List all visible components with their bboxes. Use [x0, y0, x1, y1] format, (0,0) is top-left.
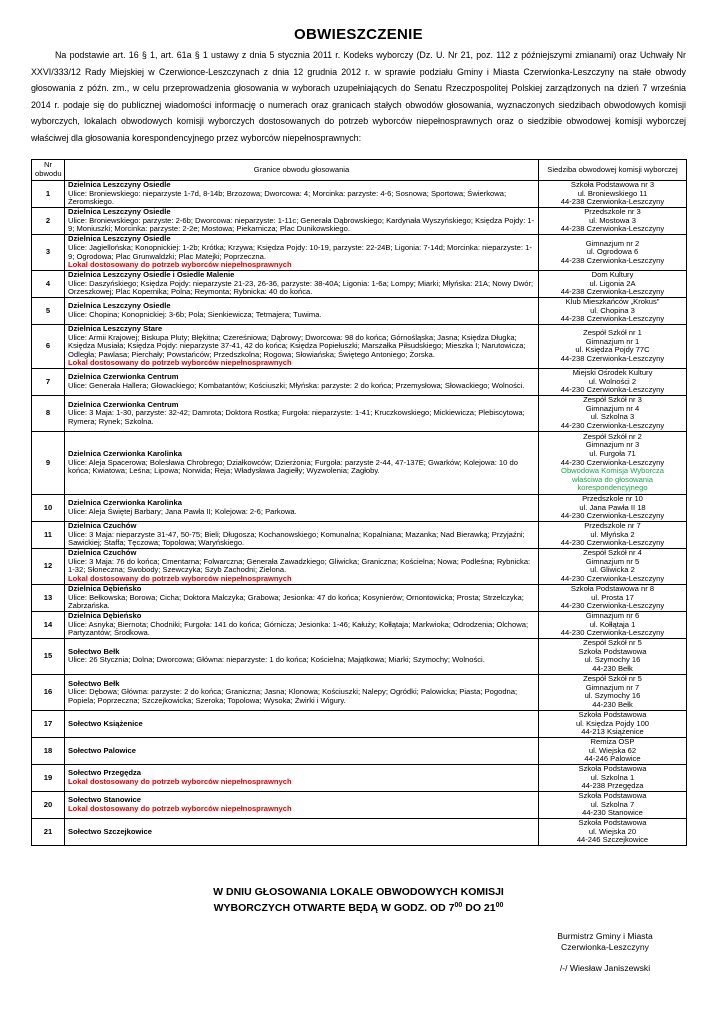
row-commission-seat	[539, 271, 687, 298]
row-commission-seat	[539, 584, 687, 611]
row-boundaries	[65, 271, 539, 298]
row-number: 14	[32, 611, 65, 638]
signature-name: /-/ Wiesław Janiszewski	[559, 963, 651, 973]
seat-line: ul. Wiejska 62	[588, 745, 637, 755]
table-row	[32, 737, 687, 764]
district-streets: Ulice: Asnyka; Biernota; Chodniki; Furgoła: 141 do końca; Górnicza; Jesionka: 1-46; Kałuży; Kołłątaja; Markwioka; Odrodzenia; Olchowa; Partyzantów; Środkowa.	[68, 619, 529, 638]
row-commission-seat	[539, 235, 687, 271]
seat-line: ul. Księdza Pojdy 100	[575, 718, 650, 728]
seat-line: Szkoła Podstawowa	[578, 818, 647, 828]
district-streets: Ulice: Armii Krajowej; Biskupa Pluty; Błękitna; Czereśniowa; Dąbrowy; Dworcowa: 98 do końca; Górnośląska; Jasna; Księdza Długka; Księdza Musiała; Księdza Pojdy: nieparzyste 37-41, 42 do końca; Księdza Popiełuszki; Marszałka Piłsudskiego; Mieszka I; Narutowicza; Odległa; Pawlasa; Pierchały; Powstańców; Przedszkolna; Rogowa; Słowiańska; Świętego Antoniego; Żorska.	[68, 332, 526, 359]
seat-line: 44-230 Czerwionka-Leszczyny	[560, 538, 665, 548]
district-streets: Ulice: Daszyńskiego; Księdza Pojdy: nieparzyste 21-23, 26-36, parzyste: 38-40A; Ligonia: 1-6a; Lompy; Miarki; Młyńska: 21A; Nowy Dwór; Orzeszkowej; Plac Kopernika; Polna; Reymonta; Rybnicka: 40 do końca.	[68, 278, 534, 297]
row-number: 13	[32, 584, 65, 611]
row-boundaries	[65, 584, 539, 611]
row-number: 11	[32, 521, 65, 548]
seat-line: 44-238 Czerwionka-Leszczyny	[560, 197, 665, 207]
seat-line: Przedszkole nr 10	[582, 494, 643, 504]
district-name: Dzielnica Dębieńsko	[68, 611, 142, 621]
opening-hours-notice	[0, 886, 717, 915]
seat-line: Gimnazjum nr 7	[585, 682, 640, 692]
postal-voting-note: Obwodowa Komisja Wyborcza	[561, 466, 664, 476]
row-boundaries	[65, 674, 539, 710]
row-boundaries	[65, 638, 539, 674]
seat-line: Zespół Szkół nr 5	[583, 674, 642, 684]
district-name: Dzielnica Leszczyny Osiedle i Osiedle Malenie	[68, 270, 235, 280]
district-name: Dzielnica Czerwionka Karolinka	[68, 498, 182, 508]
district-name: Dzielnica Czerwionka Centrum	[68, 399, 179, 409]
seat-line: Zespół Szkół nr 3	[583, 395, 642, 405]
seat-line: 44-213 Książenice	[581, 727, 644, 737]
table-row	[32, 674, 687, 710]
row-boundaries	[65, 521, 539, 548]
seat-line: 44-238 Czerwionka-Leszczyny	[560, 314, 665, 324]
seat-line: Klub Mieszkańców „Krokus”	[565, 297, 660, 307]
header-granice: Granice obwodu głosowania	[65, 160, 539, 181]
row-boundaries	[65, 818, 539, 845]
seat-line: ul. Księdza Pojdy 77C	[575, 345, 650, 355]
district-streets: Ulice: Chopina; Konopnickiej: 3-6b; Pola; Sienkiewicza; Tetmajera; Tuwima.	[68, 310, 322, 319]
seat-line: Szkoła Podstawowa	[578, 646, 647, 656]
seat-line: Gimnazjum nr 6	[585, 611, 640, 621]
seat-line: Szkoła Podstawowa	[578, 764, 647, 774]
table-row	[32, 431, 687, 494]
row-commission-seat	[539, 368, 687, 395]
signature-title-1: Burmistrz Gminy i Miasta	[557, 931, 653, 941]
notice-line-1: W DNIU GŁOSOWANIA LOKALE OBWODOWYCH KOMISJI	[213, 886, 504, 898]
table-row	[32, 521, 687, 548]
seat-line: ul. Szymochy 16	[584, 691, 641, 701]
row-number: 8	[32, 395, 65, 431]
district-streets: Ulice: 3 Maja: 1-30, parzyste: 32-42; Damrota; Doktora Rostka; Furgoła: nieparzyste: 1-41; Kruczkowskiego; Mickiewicza; Plebiscytowa; Rymera; Rynek; Szkolna.	[68, 408, 525, 426]
row-number: 17	[32, 710, 65, 737]
row-boundaries	[65, 208, 539, 235]
postal-voting-note: właściwa do głosowania	[571, 474, 654, 484]
signature-block	[520, 931, 690, 953]
row-commission-seat	[539, 494, 687, 521]
district-name: Dzielnica Czerwionka Centrum	[68, 372, 179, 382]
row-commission-seat	[539, 548, 687, 584]
seat-line: Przedszkole nr 3	[584, 207, 641, 217]
row-boundaries	[65, 791, 539, 818]
header-siedziba: Siedziba obwodowej komisji wyborczej	[539, 160, 687, 181]
table-row	[32, 271, 687, 298]
seat-line: ul. Szkolna 7	[590, 799, 635, 809]
accessibility-note: Lokal dostosowany do potrzeb wyborców niepełnosprawnych	[68, 260, 292, 270]
row-commission-seat	[539, 431, 687, 494]
seat-line: 44-238 Czerwionka-Leszczyny	[560, 224, 665, 234]
row-number: 6	[32, 325, 65, 369]
row-commission-seat	[539, 791, 687, 818]
row-commission-seat	[539, 674, 687, 710]
seat-line: Szkoła Podstawowa nr 8	[570, 584, 655, 594]
district-streets: Ulice: Bełkowska; Borowa; Cicha; Doktora Malczyka; Grabowa; Jesionka: 47 do końca; Kosynierów; Ornontowicka; Prosta; Strzelczyka; Zabrzańska.	[68, 592, 524, 611]
seat-line: 44-230 Stanowice	[582, 808, 643, 818]
row-boundaries	[65, 737, 539, 764]
table-row	[32, 395, 687, 431]
district-name: Sołectwo Książenice	[68, 718, 143, 728]
row-commission-seat	[539, 395, 687, 431]
row-commission-seat	[539, 737, 687, 764]
row-commission-seat	[539, 181, 687, 208]
notice-sup-b: 00	[495, 902, 504, 909]
seat-line: ul. Młyńska 2	[590, 529, 635, 539]
accessibility-note: Lokal dostosowany do potrzeb wyborców niepełnosprawnych	[68, 574, 292, 584]
row-commission-seat	[539, 638, 687, 674]
district-streets: Ulice: Aleja Świętej Barbary; Jana Pawła II; Kolejowa: 2-6; Parkowa.	[68, 506, 297, 516]
district-name: Dzielnica Leszczyny Osiedle	[68, 180, 171, 190]
row-commission-seat	[539, 298, 687, 325]
row-number: 9	[32, 431, 65, 494]
table-row	[32, 298, 687, 325]
seat-line: 44-246 Palowice	[584, 754, 641, 764]
seat-line: 44-238 Czerwionka-Leszczyny	[560, 287, 665, 297]
district-streets: Ulice: Dębowa; Główna: parzyste: 2 do końca; Graniczna; Jasna; Klonowa; Kościuszki; Nalepy; Ogródki; Palowicka; Piasta; Pogodna; Popiela; Poprzeczna; Szczejkowicka; Szeroka; Topolowa; Wysoka; Żwirki i Wigury.	[68, 687, 518, 705]
row-commission-seat	[539, 208, 687, 235]
row-number: 19	[32, 764, 65, 791]
district-name: Sołectwo Bełk	[68, 646, 120, 656]
row-boundaries	[65, 395, 539, 431]
table-body	[32, 181, 687, 846]
row-number: 15	[32, 638, 65, 674]
seat-line: 44-230 Czerwionka-Leszczyny	[560, 385, 665, 395]
table-row	[32, 494, 687, 521]
accessibility-note: Lokal dostosowany do potrzeb wyborców niepełnosprawnych	[68, 358, 292, 368]
row-boundaries	[65, 298, 539, 325]
seat-line: ul. Jana Pawła II 18	[579, 502, 646, 512]
seat-line: Gimnazjum nr 2	[585, 238, 640, 248]
table-row	[32, 208, 687, 235]
table-row	[32, 818, 687, 845]
seat-line: 44-230 Bełk	[592, 700, 633, 710]
row-number: 12	[32, 548, 65, 584]
seat-line: Gimnazjum nr 4	[585, 403, 640, 413]
seat-line: 44-230 Bełk	[592, 664, 633, 674]
seat-line: ul. Szkolna 1	[590, 772, 635, 782]
notice-sup-a: 00	[454, 902, 463, 909]
seat-line: Gimnazjum nr 5	[585, 556, 640, 566]
district-streets: Ulice: Broniewskiego: nieparzyste 1-7d, 8-14b; Brzozowa; Dworcowa: 4; Morcinka: parzyste: 4-6; Sosnowa; Sportowa; Świerkowa; Żeromskiego.	[68, 188, 507, 207]
row-boundaries	[65, 235, 539, 271]
seat-line: ul. Mostowa 3	[589, 215, 636, 225]
seat-line: 44-238 Czerwionka-Leszczyny	[560, 354, 665, 364]
seat-line: Szkoła Podstawowa	[578, 791, 647, 801]
row-number: 5	[32, 298, 65, 325]
row-boundaries	[65, 431, 539, 494]
seat-line: ul. Prosta 17	[591, 592, 634, 602]
seat-line: Zespół Szkół nr 5	[583, 638, 642, 648]
district-streets: Ulice: Broniewskiego: parzyste: 2-6b; Dworcowa: nieparzyste: 1-11c; Generała Dąbrowskiego; Kardynała Wyszyńskiego; Księdza Pojdy: 1-9; Moniuszki; Morcinka: parzyste: 2-2e; Mostowa; Piekarnicza; Plac Dunikowskiego.	[68, 215, 535, 234]
seat-line: ul. Furgoła 71	[589, 449, 636, 459]
seat-line: Remiza OSP	[590, 737, 635, 747]
district-name: Dzielnica Leszczyny Osiedle	[68, 301, 171, 311]
district-streets: Ulice: Aleja Spacerowa; Bolesława Chrobrego; Działkowców; Dzierżonia; Furgoła: parzyste 2-44, 47-137E; Gwarków; Kolejowa: 10 do końca; Kwiatowa; Leśna; Lipowa; Norwida; Reja; Władysława Jagiełły; Wyzwolenia; Zagłoby.	[68, 457, 518, 476]
district-name: Sołectwo Stanowice	[68, 795, 142, 805]
table-row	[32, 181, 687, 208]
seat-line: 44-230 Czerwionka-Leszczyny	[560, 628, 665, 638]
row-boundaries	[65, 710, 539, 737]
table-row	[32, 235, 687, 271]
district-streets: Ulice: 3 Maja: 76 do końca; Cmentarna; Folwarczna; Generała Zawadzkiego; Gliwicka; Graniczna; Kościelna; Nowa; Podleśna; Rybnicka: 1-32; Słoneczna; Swobody; Szewczyka; Szyb Zachodni; Zielona.	[68, 556, 531, 575]
district-name: Dzielnica Leszczyny Stare	[68, 324, 163, 333]
district-name: Dzielnica Leszczyny Osiedle	[68, 234, 171, 244]
seat-line: ul. Wiejska 20	[588, 826, 637, 836]
seat-line: 44-230 Czerwionka-Leszczyny	[560, 574, 665, 584]
district-name: Dzielnica Czuchów	[68, 521, 137, 531]
notice-text-b: DO 21	[462, 902, 496, 914]
seat-line: ul. Wolności 2	[588, 376, 637, 386]
header-nr: Nr obwodu	[32, 160, 65, 181]
seat-line: ul. Broniewskiego 11	[577, 188, 648, 198]
seat-line: ul. Szymochy 16	[584, 655, 641, 665]
row-number: 7	[32, 368, 65, 395]
table-row	[32, 638, 687, 674]
row-commission-seat	[539, 325, 687, 369]
row-commission-seat	[539, 764, 687, 791]
row-boundaries	[65, 611, 539, 638]
district-streets: Ulice: 3 Maja: nieparzyste 31-47, 50-75; Bieli; Długosza; Kochanowskiego; Komunalna; Kopalniana; Mazanka; Nad Bierawką; Przyjaźni; Sawickiej; Staffa; Tęczowa; Topolowa; Waryńskiego.	[68, 529, 525, 548]
row-number: 18	[32, 737, 65, 764]
seat-line: Zespół Szkół nr 2	[583, 431, 642, 441]
seat-line: 44-238 Czerwionka-Leszczyny	[560, 255, 665, 265]
seat-line: 44-230 Czerwionka-Leszczyny	[560, 457, 665, 467]
table-header-row	[32, 160, 687, 181]
row-commission-seat	[539, 818, 687, 845]
table-row	[32, 764, 687, 791]
district-name: Dzielnica Dębieńsko	[68, 584, 142, 594]
seat-line: ul. Kołłątaja 1	[589, 619, 636, 629]
row-number: 1	[32, 181, 65, 208]
seat-line: Szkoła Podstawowa nr 3	[570, 180, 655, 190]
seat-line: 44-230 Czerwionka-Leszczyny	[560, 421, 665, 431]
table-row	[32, 325, 687, 369]
seat-line: 44-230 Czerwionka-Leszczyny	[560, 511, 665, 521]
seat-line: ul. Gliwicka 2	[590, 565, 635, 575]
row-boundaries	[65, 764, 539, 791]
row-boundaries	[65, 325, 539, 369]
district-streets: Ulice: Jagiellońska; Konopnickiej: 1-2b; Krótka; Krzywa; Księdza Pojdy: 10-19, parzyste: 22-24B; Ligonia: 7-14d; Morcinka: nieparzyste: 1-9; Ogrodowa; Plac Grunwaldzki; Plac Matejki; Poprzeczna.	[68, 242, 532, 261]
district-name: Dzielnica Leszczyny Osiedle	[68, 207, 171, 217]
district-streets: Ulice: 26 Stycznia; Dolna; Dworcowa; Główna: nieparzyste: 1 do końca; Kościelna; Majątkowa; Miarki; Szymochy; Wolności.	[68, 655, 485, 665]
seat-line: ul. Ogrodowa 6	[586, 247, 639, 257]
row-number: 4	[32, 271, 65, 298]
district-name: Sołectwo Bełk	[68, 678, 120, 688]
notice-line-2	[0, 899, 717, 915]
table-row	[32, 791, 687, 818]
seat-line: ul. Szkolna 3	[590, 412, 635, 422]
row-commission-seat	[539, 710, 687, 737]
seat-line: ul. Chopina 3	[590, 305, 635, 315]
table-row	[32, 611, 687, 638]
row-number: 2	[32, 208, 65, 235]
row-commission-seat	[539, 521, 687, 548]
district-name: Sołectwo Szczejkowice	[68, 826, 152, 836]
notice-text-a: WYBORCZYCH OTWARTE BĘDĄ W GODZ. OD 7	[213, 902, 455, 914]
row-boundaries	[65, 494, 539, 521]
seat-line: Przedszkole nr 7	[584, 521, 641, 531]
district-name: Sołectwo Przegędza	[68, 768, 142, 778]
row-commission-seat	[539, 611, 687, 638]
table-row	[32, 548, 687, 584]
seat-line: 44-246 Szczejkowice	[576, 835, 649, 845]
seat-line: Szkoła Podstawowa	[578, 710, 647, 720]
row-boundaries	[65, 548, 539, 584]
district-name: Sołectwo Palowice	[68, 745, 136, 755]
seat-line: Gimnazjum nr 1	[585, 336, 640, 346]
table-row	[32, 368, 687, 395]
district-name: Dzielnica Czerwionka Karolinka	[68, 449, 182, 459]
seat-line: Miejski Ośrodek Kultury	[572, 368, 653, 378]
seat-line: Gimnazjum nr 3	[585, 440, 640, 450]
districts-table	[31, 159, 687, 846]
accessibility-note: Lokal dostosowany do potrzeb wyborców niepełnosprawnych	[68, 803, 292, 813]
row-boundaries	[65, 368, 539, 395]
seat-line: ul. Ligonia 2A	[589, 278, 636, 288]
row-number: 3	[32, 235, 65, 271]
intro-paragraph: Na podstawie art. 16 § 1, art. 61a § 1 ustawy z dnia 5 stycznia 2011 r. Kodeks wyborczy (Dz. U. Nr 21, poz. 112 z późniejszymi zmianami) oraz Uchwały Nr XXVI/333/12 Rady Miejskiej w Czerwionce-Leszczynach z dnia 12 grudnia 2012 r. w sprawie podziału Gminy i Miasta Czerwionka-Leszczyny na stałe obwody głosowania z późn. zm., w celu przeprowadzenia głosowania w wyborach uzupełniających do Senatu Rzeczpospolitej Polskiej zarządzonych na dzień 7 września 2014 r. podaje się do publicznej wiadomości informację o numerach oraz granicach stałych obwodów głosowania, wyznaczonych siedzibach obwodowych komisji wyborczych, lokalach obwodowych komisji wyborczych dostosowanych do potrzeb wyborców niepełnosprawnych oraz o siedzibie obwodowej komisji wyborczej właściwej dla głosowania korespondencyjnego przez wyborców niepełnosprawnych:	[31, 50, 686, 143]
seat-line: 44-230 Czerwionka-Leszczyny	[560, 601, 665, 611]
row-number: 10	[32, 494, 65, 521]
seat-line: Dom Kultury	[591, 270, 634, 280]
document-title: OBWIESZCZENIE	[294, 26, 423, 43]
seat-line: 44-238 Przegędza	[581, 781, 644, 791]
district-name: Dzielnica Czuchów	[68, 548, 137, 558]
table-row	[32, 710, 687, 737]
row-number: 21	[32, 818, 65, 845]
signature-title-2: Czerwionka-Leszczyny	[561, 942, 649, 952]
postal-voting-note: korespondencyjnego	[577, 483, 648, 493]
table-row	[32, 584, 687, 611]
seat-line: Zespół Szkół nr 1	[583, 328, 642, 338]
row-number: 16	[32, 674, 65, 710]
accessibility-note: Lokal dostosowany do potrzeb wyborców niepełnosprawnych	[68, 776, 292, 786]
seat-line: Zespół Szkół nr 4	[583, 548, 642, 558]
district-streets: Ulice: Generała Hallera; Głowackiego; Kombatantów; Kościuszki; Młyńska: parzyste: 2 do końca; Przemysłowa; Słowackiego; Wolności.	[68, 380, 525, 390]
row-boundaries	[65, 181, 539, 208]
row-number: 20	[32, 791, 65, 818]
